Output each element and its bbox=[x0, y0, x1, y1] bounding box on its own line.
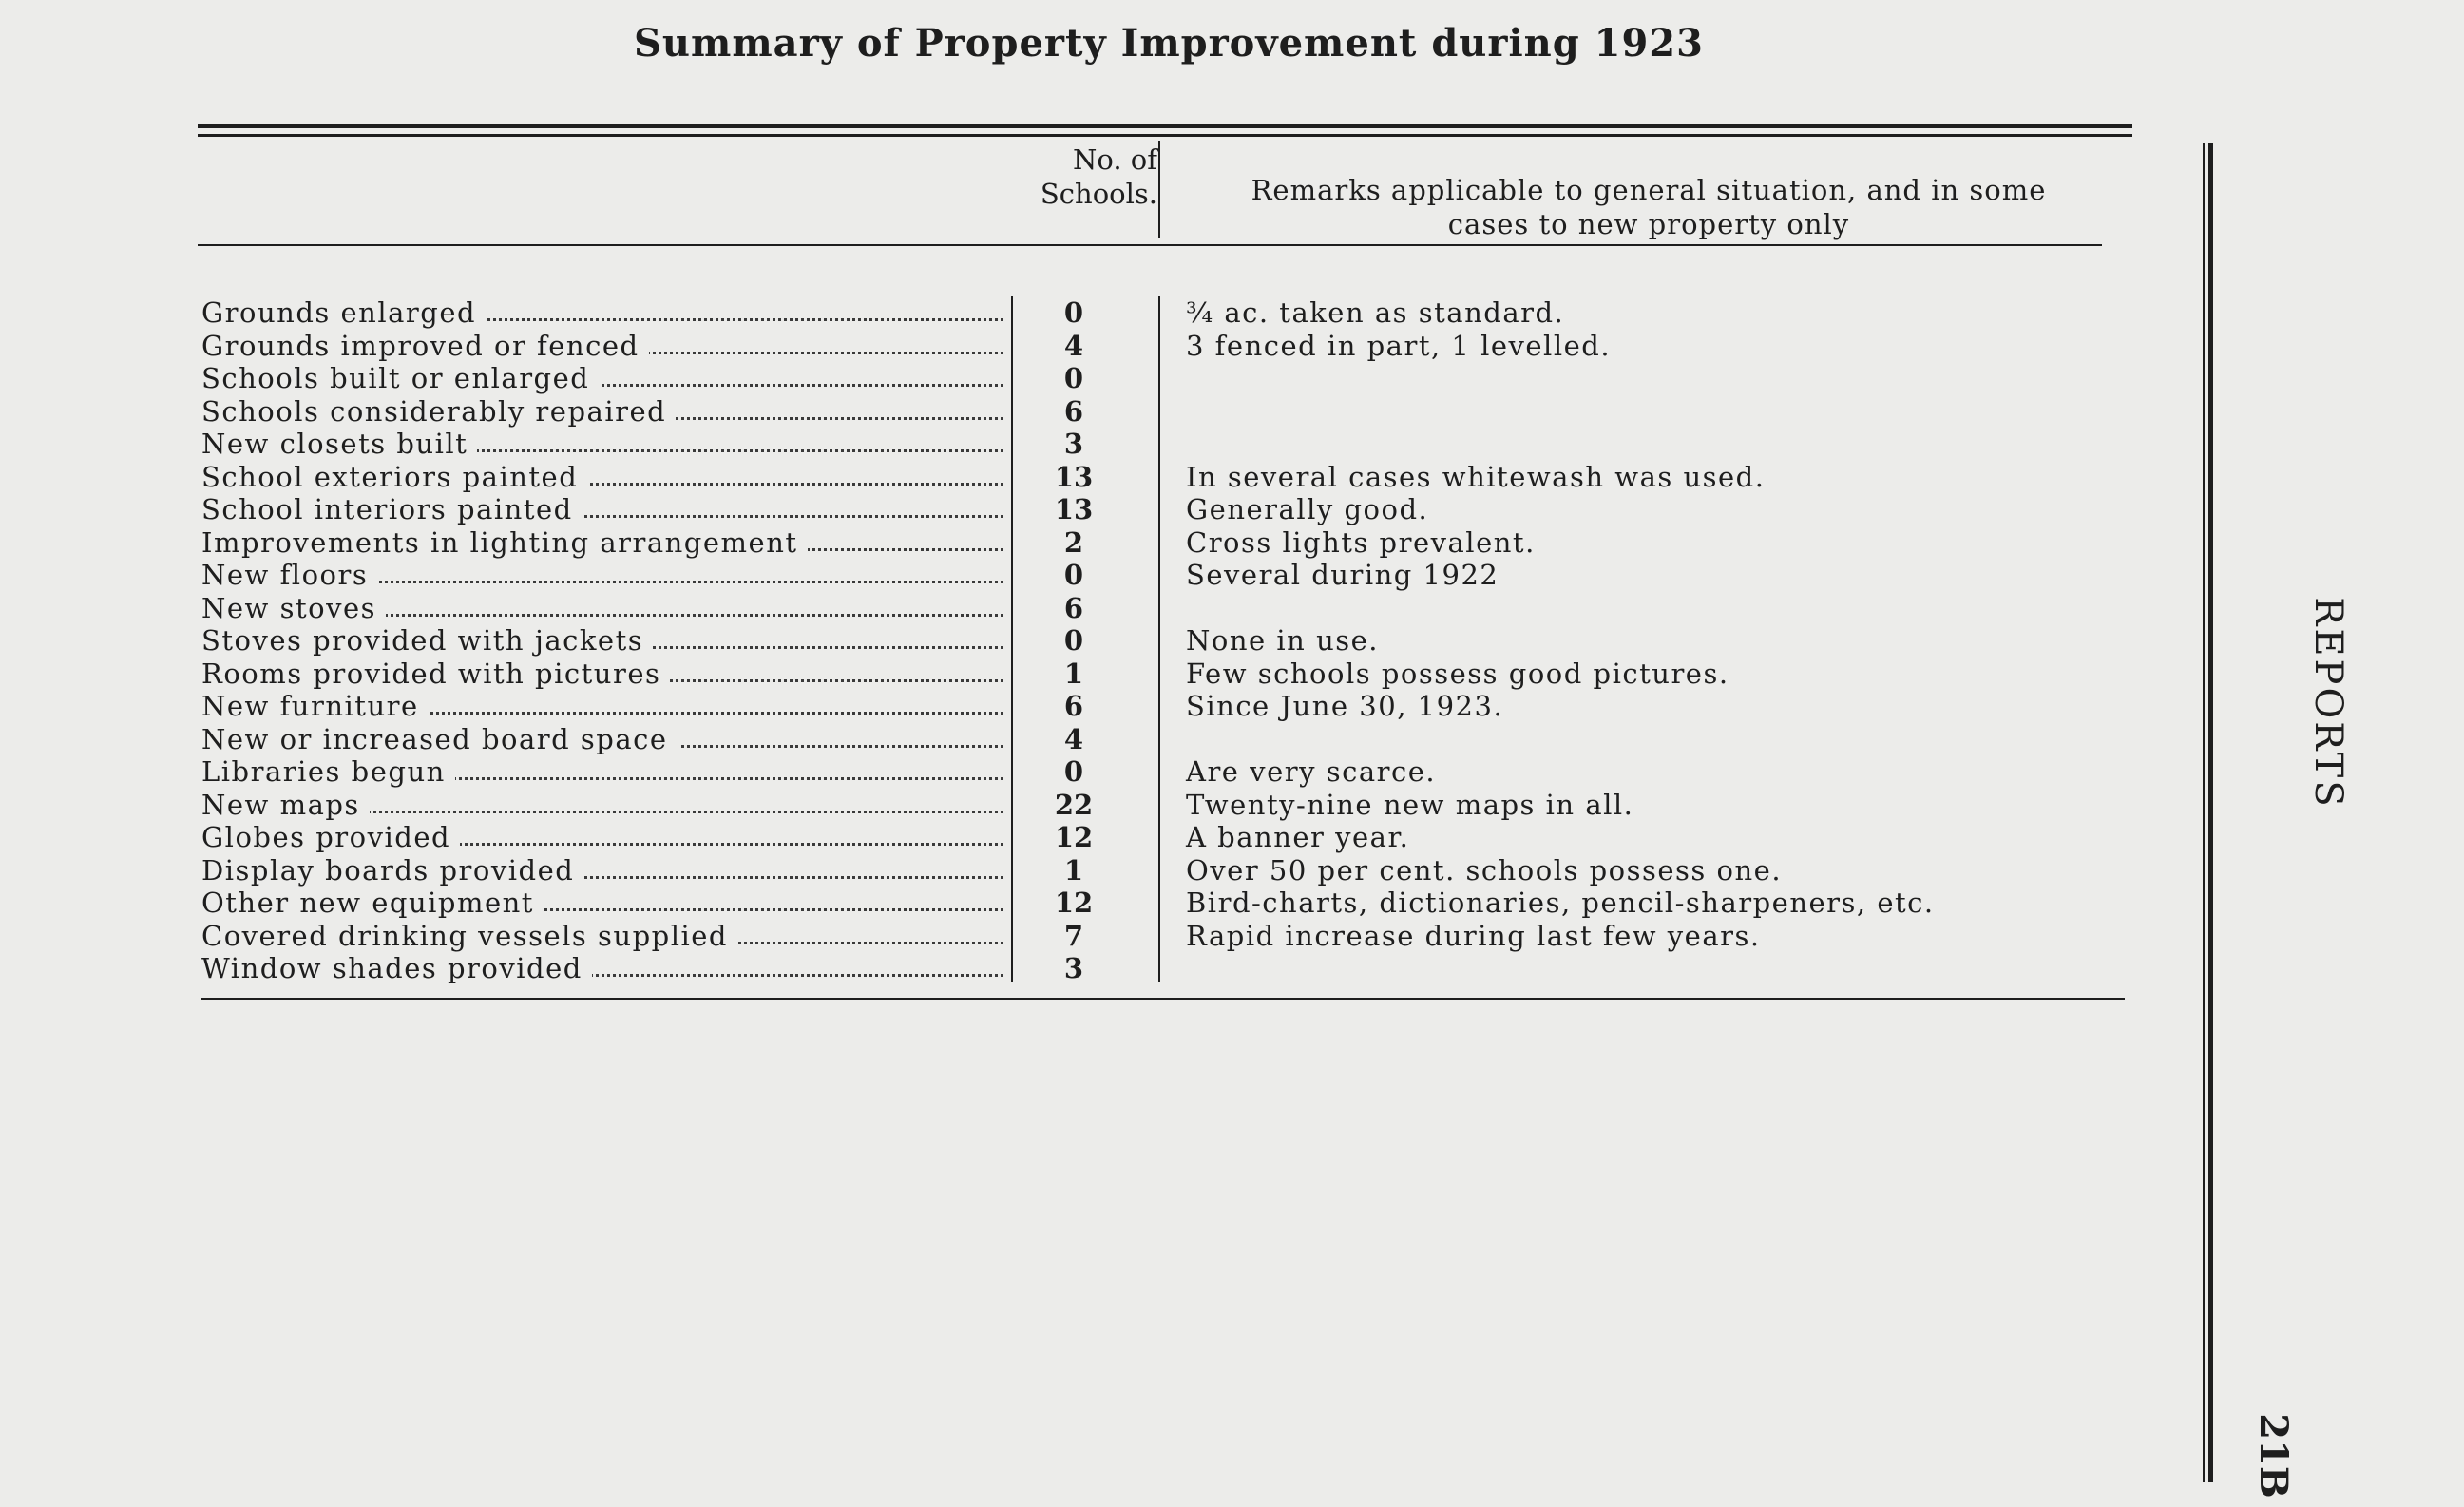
row-label bbox=[201, 624, 1009, 657]
row-count: 12 bbox=[1054, 887, 1094, 919]
column-header-count-line1: No. of bbox=[1073, 143, 1157, 176]
column-header-count-line2: Schools. bbox=[1040, 178, 1157, 210]
table-row bbox=[0, 952, 2186, 984]
row-count: 0 bbox=[1063, 296, 1084, 329]
header-bottom-rule bbox=[198, 244, 2102, 246]
table-row bbox=[0, 723, 2186, 755]
top-double-rule-lower bbox=[198, 134, 2132, 137]
row-label bbox=[201, 526, 1009, 559]
row-label-text: Libraries begun bbox=[201, 755, 455, 788]
row-label bbox=[201, 690, 1009, 722]
column-header-remarks-line2: cases to new property only bbox=[1447, 208, 1850, 240]
row-label bbox=[201, 755, 1009, 788]
row-count: 0 bbox=[1063, 362, 1084, 394]
row-label bbox=[201, 854, 1009, 887]
row-label-text: Grounds improved or fenced bbox=[201, 330, 649, 362]
row-label-text: Display boards provided bbox=[201, 854, 583, 887]
table-row bbox=[0, 362, 2186, 394]
row-label bbox=[201, 789, 1009, 821]
table-row bbox=[0, 821, 2186, 853]
row-remark: Generally good. bbox=[1186, 493, 1429, 525]
row-count: 2 bbox=[1063, 525, 1084, 559]
table-row bbox=[0, 395, 2186, 428]
page-number: 21B bbox=[2251, 1413, 2297, 1498]
row-label-text: New closets built bbox=[201, 428, 477, 460]
section-running-head: REPORTS bbox=[2305, 597, 2350, 810]
row-count: 6 bbox=[1063, 394, 1084, 428]
row-remark: Few schools possess good pictures. bbox=[1186, 657, 1729, 690]
row-label-text: Schools considerably repaired bbox=[201, 395, 676, 428]
row-remark: Cross lights prevalent. bbox=[1186, 525, 1536, 559]
row-remark: ¾ ac. taken as standard. bbox=[1186, 296, 1565, 329]
margin-rule-outer bbox=[2203, 143, 2205, 1482]
table-row bbox=[0, 559, 2186, 591]
row-count: 12 bbox=[1054, 821, 1094, 853]
row-label bbox=[201, 330, 1009, 362]
row-label-text: Globes provided bbox=[201, 821, 460, 853]
row-count: 1 bbox=[1063, 657, 1084, 690]
row-label-text: Grounds enlarged bbox=[201, 296, 486, 329]
row-label-text: Improvements in lighting arrangement bbox=[201, 526, 808, 559]
row-remark: Several during 1922 bbox=[1186, 559, 1499, 591]
row-remark: Since June 30, 1923. bbox=[1186, 690, 1504, 722]
row-remark: None in use. bbox=[1186, 624, 1380, 657]
row-label bbox=[201, 658, 1009, 690]
page-title: Summary of Property Improvement during 1923 bbox=[634, 21, 1704, 66]
table-row bbox=[0, 690, 2186, 722]
table-row bbox=[0, 887, 2186, 919]
row-label bbox=[201, 395, 1009, 428]
table-row bbox=[0, 493, 2186, 525]
table-row bbox=[0, 526, 2186, 559]
row-remark: Rapid increase during last few years. bbox=[1186, 919, 1761, 952]
column-header-remarks bbox=[1164, 173, 2133, 241]
row-label-text: Window shades provided bbox=[201, 952, 592, 984]
row-remark: Are very scarce. bbox=[1186, 755, 1437, 788]
table-row bbox=[0, 789, 2186, 821]
table-row bbox=[0, 658, 2186, 690]
top-double-rule-upper bbox=[198, 124, 2132, 128]
row-label bbox=[201, 821, 1009, 853]
row-remark: A banner year. bbox=[1186, 821, 1410, 853]
row-count: 3 bbox=[1063, 952, 1084, 984]
row-count: 3 bbox=[1063, 428, 1084, 460]
row-label-text: Schools built or enlarged bbox=[201, 362, 599, 394]
row-count: 22 bbox=[1054, 788, 1094, 821]
column-header-count bbox=[1007, 143, 1157, 211]
row-label-text: New floors bbox=[201, 559, 377, 591]
row-label-text: School exteriors painted bbox=[201, 461, 587, 493]
row-count: 0 bbox=[1063, 624, 1084, 657]
row-remark: Twenty-nine new maps in all. bbox=[1186, 788, 1634, 821]
row-remark: In several cases whitewash was used. bbox=[1186, 460, 1766, 493]
row-remark: 3 fenced in part, 1 levelled. bbox=[1186, 329, 1612, 362]
row-count: 4 bbox=[1063, 722, 1084, 755]
table-row bbox=[0, 854, 2186, 887]
table-row bbox=[0, 296, 2186, 329]
row-label bbox=[201, 493, 1009, 525]
row-count: 0 bbox=[1063, 755, 1084, 788]
row-label-text: Other new equipment bbox=[201, 887, 544, 919]
row-count: 7 bbox=[1063, 919, 1084, 952]
table-row bbox=[0, 330, 2186, 362]
row-label-text: School interiors painted bbox=[201, 493, 583, 525]
row-count: 13 bbox=[1054, 493, 1094, 525]
header-column-divider bbox=[1158, 141, 1160, 238]
row-count: 1 bbox=[1063, 853, 1084, 887]
table-row bbox=[0, 428, 2186, 460]
row-remark: Bird-charts, dictionaries, pencil-sharpeners, etc. bbox=[1186, 887, 1935, 919]
row-label bbox=[201, 559, 1009, 591]
table-row bbox=[0, 461, 2186, 493]
row-label-text: Covered drinking vessels supplied bbox=[201, 920, 737, 952]
row-label bbox=[201, 592, 1009, 624]
row-label bbox=[201, 428, 1009, 460]
row-label bbox=[201, 920, 1009, 952]
row-label bbox=[201, 362, 1009, 394]
row-count: 13 bbox=[1054, 460, 1094, 493]
row-label-text: New or increased board space bbox=[201, 723, 678, 755]
row-label bbox=[201, 461, 1009, 493]
table-bottom-rule bbox=[201, 998, 2125, 1000]
row-label-text: New furniture bbox=[201, 690, 429, 722]
table-row bbox=[0, 592, 2186, 624]
row-label bbox=[201, 296, 1009, 329]
row-count: 0 bbox=[1063, 559, 1084, 591]
row-label-text: Rooms provided with pictures bbox=[201, 658, 670, 690]
row-label bbox=[201, 723, 1009, 755]
column-header-remarks-line1: Remarks applicable to general situation, and in some bbox=[1251, 174, 2047, 206]
row-label-text: New stoves bbox=[201, 592, 386, 624]
row-label bbox=[201, 952, 1009, 984]
row-remark: Over 50 per cent. schools possess one. bbox=[1186, 853, 1783, 887]
table-row bbox=[0, 624, 2186, 657]
row-count: 6 bbox=[1063, 591, 1084, 624]
row-label bbox=[201, 887, 1009, 919]
row-label-text: New maps bbox=[201, 789, 370, 821]
table-row bbox=[0, 755, 2186, 788]
row-label-text: Stoves provided with jackets bbox=[201, 624, 653, 657]
margin-rule-inner bbox=[2208, 143, 2213, 1482]
row-count: 4 bbox=[1063, 329, 1084, 362]
table-row bbox=[0, 920, 2186, 952]
row-count: 6 bbox=[1063, 690, 1084, 722]
